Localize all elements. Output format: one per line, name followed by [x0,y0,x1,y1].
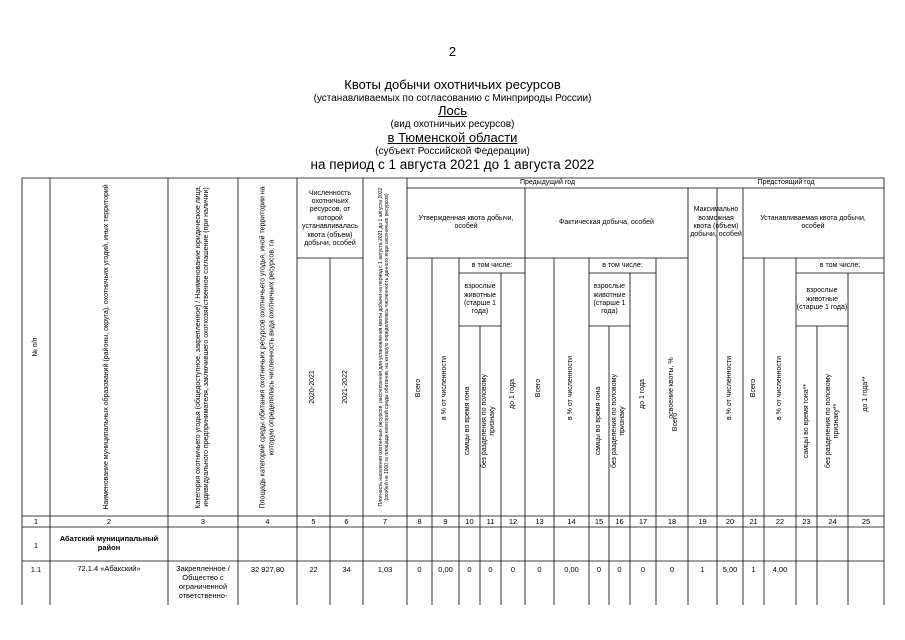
actual-under1: 0 [640,565,646,574]
actual-nosex: 0 [617,565,622,574]
header-year-2020: 2020-2021 [308,370,316,404]
row-number: 1 [33,541,39,550]
category-owner: Закрепленное / Общество с ограниченной ответственно- [176,564,230,600]
approved-males: 0 [467,565,472,574]
header-density: Плотность населения охотничьих ресурсов, рассчитанная для установления квоты добычи на период с 1 августа 2021 до 1 августа 2022 (особей на 1000 га площади категорий среды обитания, на которую определялась численность данного вида охотничьих ресурсов) [378,187,390,507]
header-males-rut: самцы во время гона [463,386,471,456]
col-number: 5 [311,517,316,526]
header-pct: в % от численности [775,356,783,420]
col-number: 17 [638,517,648,526]
col-number: 12 [508,517,518,526]
header-total: Всего [749,378,757,398]
header-area: Площадь категорий среды обитания охотничьих ресурсов охотничьего угодья, иной территории на которую определялась численность вида охотничьих ресурсов, га [259,186,275,509]
header-pct: в % от численности [725,356,733,420]
row-number: 1.1 [30,565,42,574]
period-title: на период с 1 августа 2021 до 1 августа 2022 [310,157,595,173]
col-number: 20 [725,517,735,526]
header-no-sex-star: без разделения по половому признаку** [824,374,840,468]
header-num-pp: № п/п [31,337,39,357]
header-males-rut-star: самцы во время гона** [802,383,810,459]
max-quota-total: 1 [700,565,705,574]
header-total: Всего [414,378,422,398]
header-including: в том числе: [602,261,643,269]
header-pct: в % от численности [566,356,574,420]
pop-2020: 22 [309,565,318,574]
header-max-quota: Максимально возможная квота (объем) добычи, особей [690,206,742,239]
col-number: 2 [106,517,112,526]
species-name: Лось [437,103,468,119]
header-total: Всего [534,378,542,398]
header-approved-quota: Утвержденная квота добычи, особей [418,214,514,230]
quota-use-value: 0 [669,565,675,574]
header-pct: в % от численности [440,356,448,420]
header-under1: до 1 года [638,379,646,409]
header-year-2021: 2021-2022 [341,370,349,404]
col-number: 4 [265,517,270,526]
header-total: Всего [671,412,679,432]
header-quota-use: освоение квоты, % [667,357,675,419]
actual-total: 0 [537,565,542,574]
col-number: 13 [535,517,544,526]
header-adults: взрослые животные (старше 1 года) [593,283,626,316]
actual-males: 0 [596,565,602,574]
actual-pct: 0,00 [564,565,579,574]
document-title: Квоты добычи охотничьих ресурсов [344,77,561,92]
header-prev-year: Предыдущий год [519,178,576,186]
col-number: 8 [417,517,422,526]
col-number: 7 [382,517,388,526]
col-number: 25 [861,517,871,526]
col-number: 14 [567,517,576,526]
col-number: 11 [486,517,495,526]
approved-nosex: 0 [488,565,493,574]
col-number: 3 [200,517,206,526]
region-caption: (субъект Российской Федерации) [375,145,530,157]
header-including: в том числе: [471,261,513,269]
set-quota-total: 1 [751,565,756,574]
col-number: 6 [344,517,349,526]
header-adults: взрослые животные (старше 1 года) [796,287,848,312]
header-set-quota: Устанавливаемая квота добычи, особей [760,214,866,230]
approved-pct: 0,00 [438,565,453,574]
header-next-year: Предстоящий год [757,178,815,186]
col-number: 16 [615,517,624,526]
approved-total: 0 [417,565,422,574]
species-caption: (вид охотничьих ресурсов) [390,119,515,131]
col-number: 9 [443,517,448,526]
col-number: 1 [33,517,39,526]
col-number: 22 [775,517,785,526]
header-males-rut: самцы во время гона [594,386,602,456]
area-value: 32 927,80 [250,565,285,574]
hunting-ground-name: 72.1.4 «Абакский» [77,564,141,573]
col-number: 15 [594,517,604,526]
header-adults: взрослые животные (старше 1 года) [463,283,497,316]
approved-under1: 0 [510,565,516,574]
header-no-sex: без разделения по половому признаку [480,374,496,468]
header-population: Численность охотничьих ресурсов, от которой устанавливалась квота (объем) добычи, особей [302,189,358,247]
pop-2021: 34 [342,565,351,574]
header-including: в том числе: [819,261,861,269]
header-municipal: Наименование муниципальных образований (районы, округа), охотничьих угодий, иных территорий [102,184,110,510]
density-value: 1,03 [377,565,393,574]
set-quota-pct: 4,00 [772,565,788,574]
col-number: 19 [698,517,707,526]
header-under1-star: до 1 года** [861,376,869,412]
district-name: Абатский муниципальный район [59,534,159,552]
title-note: (устанавливаемых по согласованию с Минприроды России) [313,92,592,104]
page-number: 2 [448,44,457,59]
region-name: в Тюменской области [387,129,518,145]
col-number: 18 [667,517,677,526]
col-number: 21 [749,517,758,526]
header-category: Категория охотничьего угодья (общедоступное, закрепленное) / Наименование юридическое лица, индивидуального предпринимателя, заключившего охотхозяйственное соглашение (при наличии) [194,185,210,509]
col-number: 10 [465,517,474,526]
header-under1: до 1 года [508,379,516,409]
header-no-sex: без разделения по половому признаку [610,374,626,468]
header-actual-harvest: Фактическая добыча, особей [559,218,654,226]
col-number: 24 [828,517,837,526]
max-quota-pct: 5,00 [722,565,738,574]
col-number: 23 [802,517,811,526]
